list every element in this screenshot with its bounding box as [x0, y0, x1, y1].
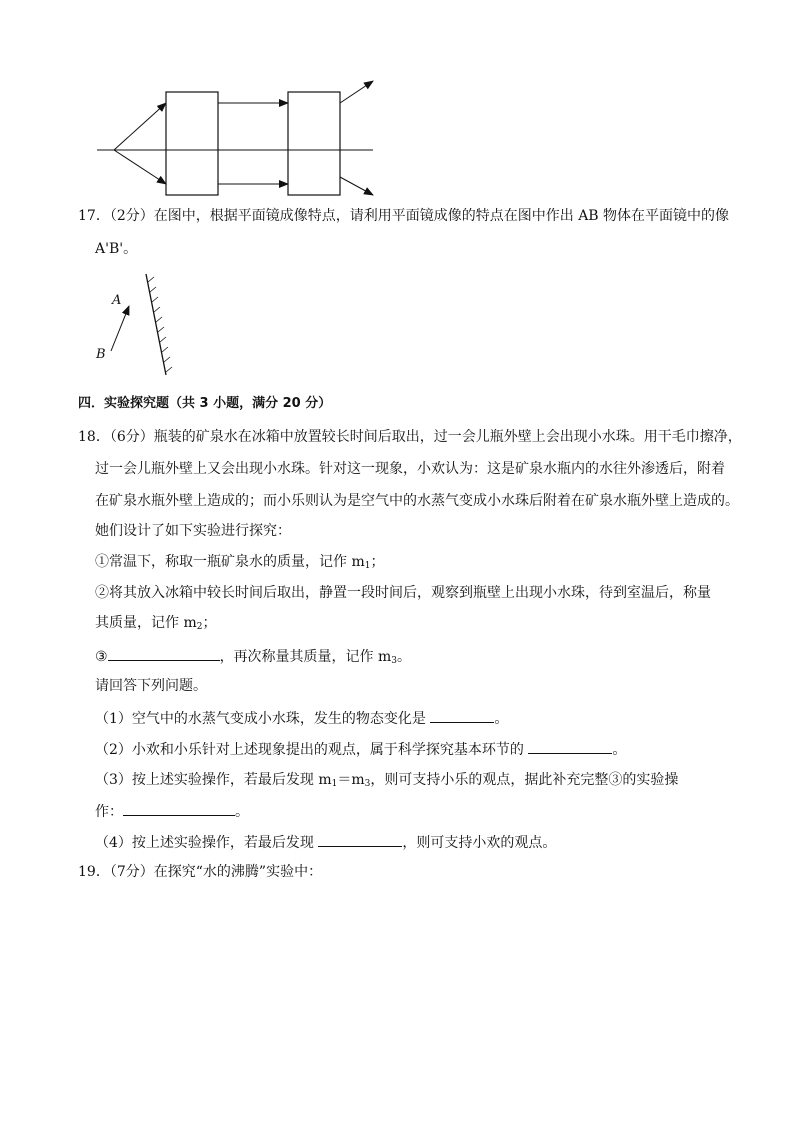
q17-line2: A'B'。 — [95, 241, 138, 257]
mirror-hatching — [148, 277, 172, 372]
q18-step1: ①常温下，称取一瓶矿泉水的质量，记作 $m_1$； — [95, 554, 385, 571]
section4-title: 四．实验探究题（共 3 小题，满分 20 分） — [78, 396, 332, 411]
step3-answer-blank[interactable] — [108, 646, 220, 661]
sub3-answer-blank[interactable] — [123, 801, 235, 816]
object-ab-arrow — [111, 306, 129, 351]
q18-sub2: （2）小欢和小乐针对上述现象提出的观点，属于科学探究基本环节的 。 — [95, 739, 626, 759]
q18-line3: 在矿泉水瓶外壁上造成的；而小乐则认为是空气中的水蒸气变成小水珠后附着在矿泉水瓶外壁上造成的。 — [95, 493, 739, 509]
q18-sub3b: 作： 。 — [95, 801, 249, 821]
q18-sub1: （1）空气中的水蒸气变成小水珠，发生的物态变化是 。 — [95, 708, 508, 728]
q17-text: 在图中，根据平面镜成像特点，请利用平面镜成像的特点在图中作出 AB 物体在平面镜中的像 — [153, 208, 730, 224]
sub1-answer-blank[interactable] — [430, 708, 494, 723]
mirror-figure — [0, 0, 794, 400]
sub2-answer-blank[interactable] — [528, 739, 612, 754]
label-a: A — [112, 293, 122, 308]
q19-line1: 19．（7分）在探究“水的沸腾”实验中： — [78, 864, 323, 880]
q17-score: （2分） — [109, 208, 154, 224]
q18-line2: 过一会儿瓶外壁上又会出现小水珠。针对这一现象，小欢认为：这是矿泉水瓶内的水往外渗透后，附着 — [95, 461, 725, 477]
q18-sub4: （4）按上述实验操作，若最后发现 ，则可支持小欢的观点。 — [95, 832, 556, 852]
q18-step2a: ②将其放入冰箱中较长时间后取出，静置一段时间后，观察到瓶壁上出现小水珠，待到室温后，称量 — [95, 585, 711, 601]
q18-sub3a: （3）按上述实验操作，若最后发现 $m_1=m_3$，则可支持小乐的观点，据此补充完整③的实验操 — [95, 772, 679, 789]
plane-mirror — [146, 274, 166, 375]
label-b: B — [96, 347, 106, 362]
q18-line4: 她们设计了如下实验进行探究： — [95, 523, 291, 539]
sub4-answer-blank[interactable] — [318, 832, 402, 847]
q18-ask: 请回答下列问题。 — [95, 678, 207, 694]
q17-number: 17． — [78, 208, 110, 224]
q18-line1: 18．（6分）瓶装的矿泉水在冰箱中放置较长时间后取出，过一会儿瓶外壁上会出现小水珠。用干毛巾擦净， — [78, 429, 742, 445]
q18-step3: ③ ，再次称量其质量，记作 $m_3$。 — [95, 646, 411, 666]
q18-step2b: 其质量，记作 $m_2$； — [95, 615, 217, 632]
